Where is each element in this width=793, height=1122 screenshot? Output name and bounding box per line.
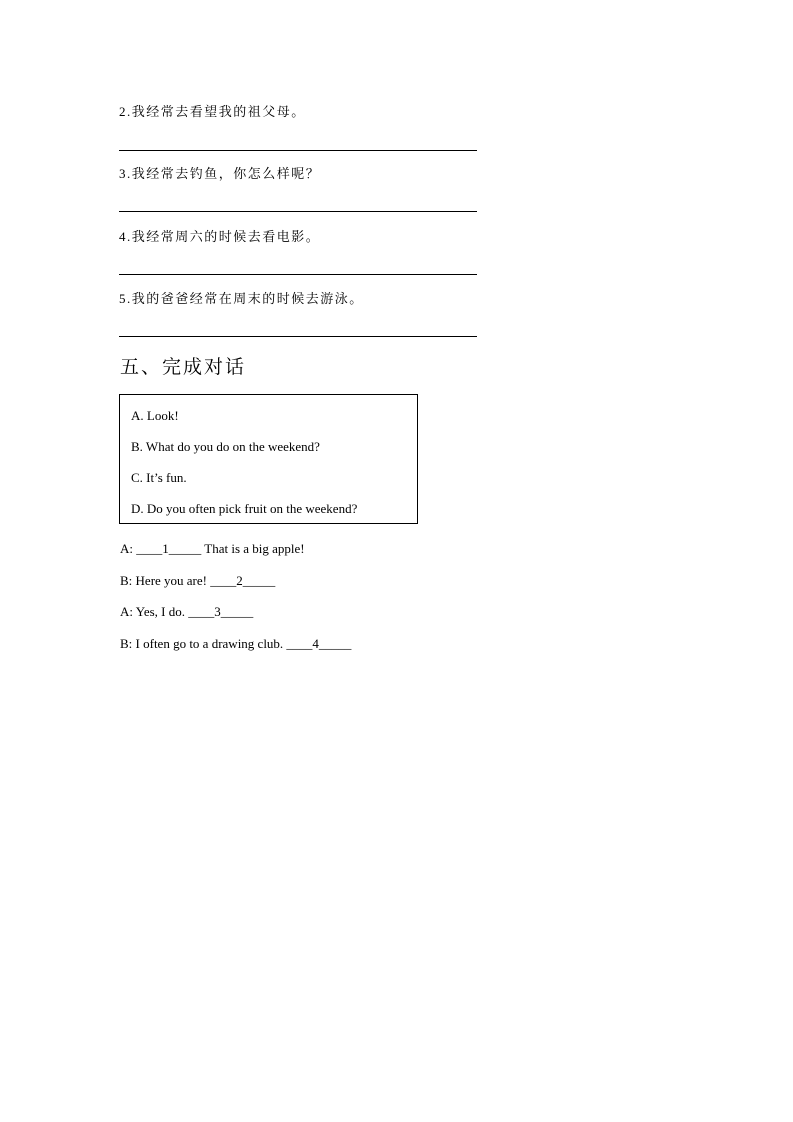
translation-prompt: 2.我经常去看望我的祖父母。	[119, 104, 306, 119]
translation-prompt: 3.我经常去钓鱼，你怎么样呢？	[119, 166, 321, 181]
dialog-line-3: A: Yes, I do. ____3_____	[120, 604, 254, 619]
option-c: C. It’s fun.	[131, 470, 187, 485]
option-d: D. Do you often pick fruit on the weekend?	[131, 501, 358, 516]
dialog-line-2: B: Here you are! ____2_____	[120, 573, 276, 588]
translation-item	[119, 104, 477, 120]
answer-line[interactable]	[119, 274, 477, 275]
translation-prompt: 4.我经常周六的时候去看电影。	[119, 229, 321, 244]
dialog-line-1: A: ____1_____ That is a big apple!	[120, 541, 305, 556]
dialog-line-4: B: I often go to a drawing club. ____4_____	[120, 636, 352, 651]
options-box	[119, 394, 418, 524]
translation-item	[119, 166, 477, 182]
option-a: A. Look!	[131, 408, 179, 423]
answer-line[interactable]	[119, 150, 477, 151]
option-b: B. What do you do on the weekend?	[131, 439, 320, 454]
translation-prompt: 5.我的爸爸经常在周末的时候去游泳。	[119, 291, 364, 306]
translation-item	[119, 229, 477, 245]
answer-line[interactable]	[119, 336, 477, 337]
answer-line[interactable]	[119, 211, 477, 212]
translation-item	[119, 291, 477, 307]
section-title: 五、完成对话	[120, 356, 247, 378]
